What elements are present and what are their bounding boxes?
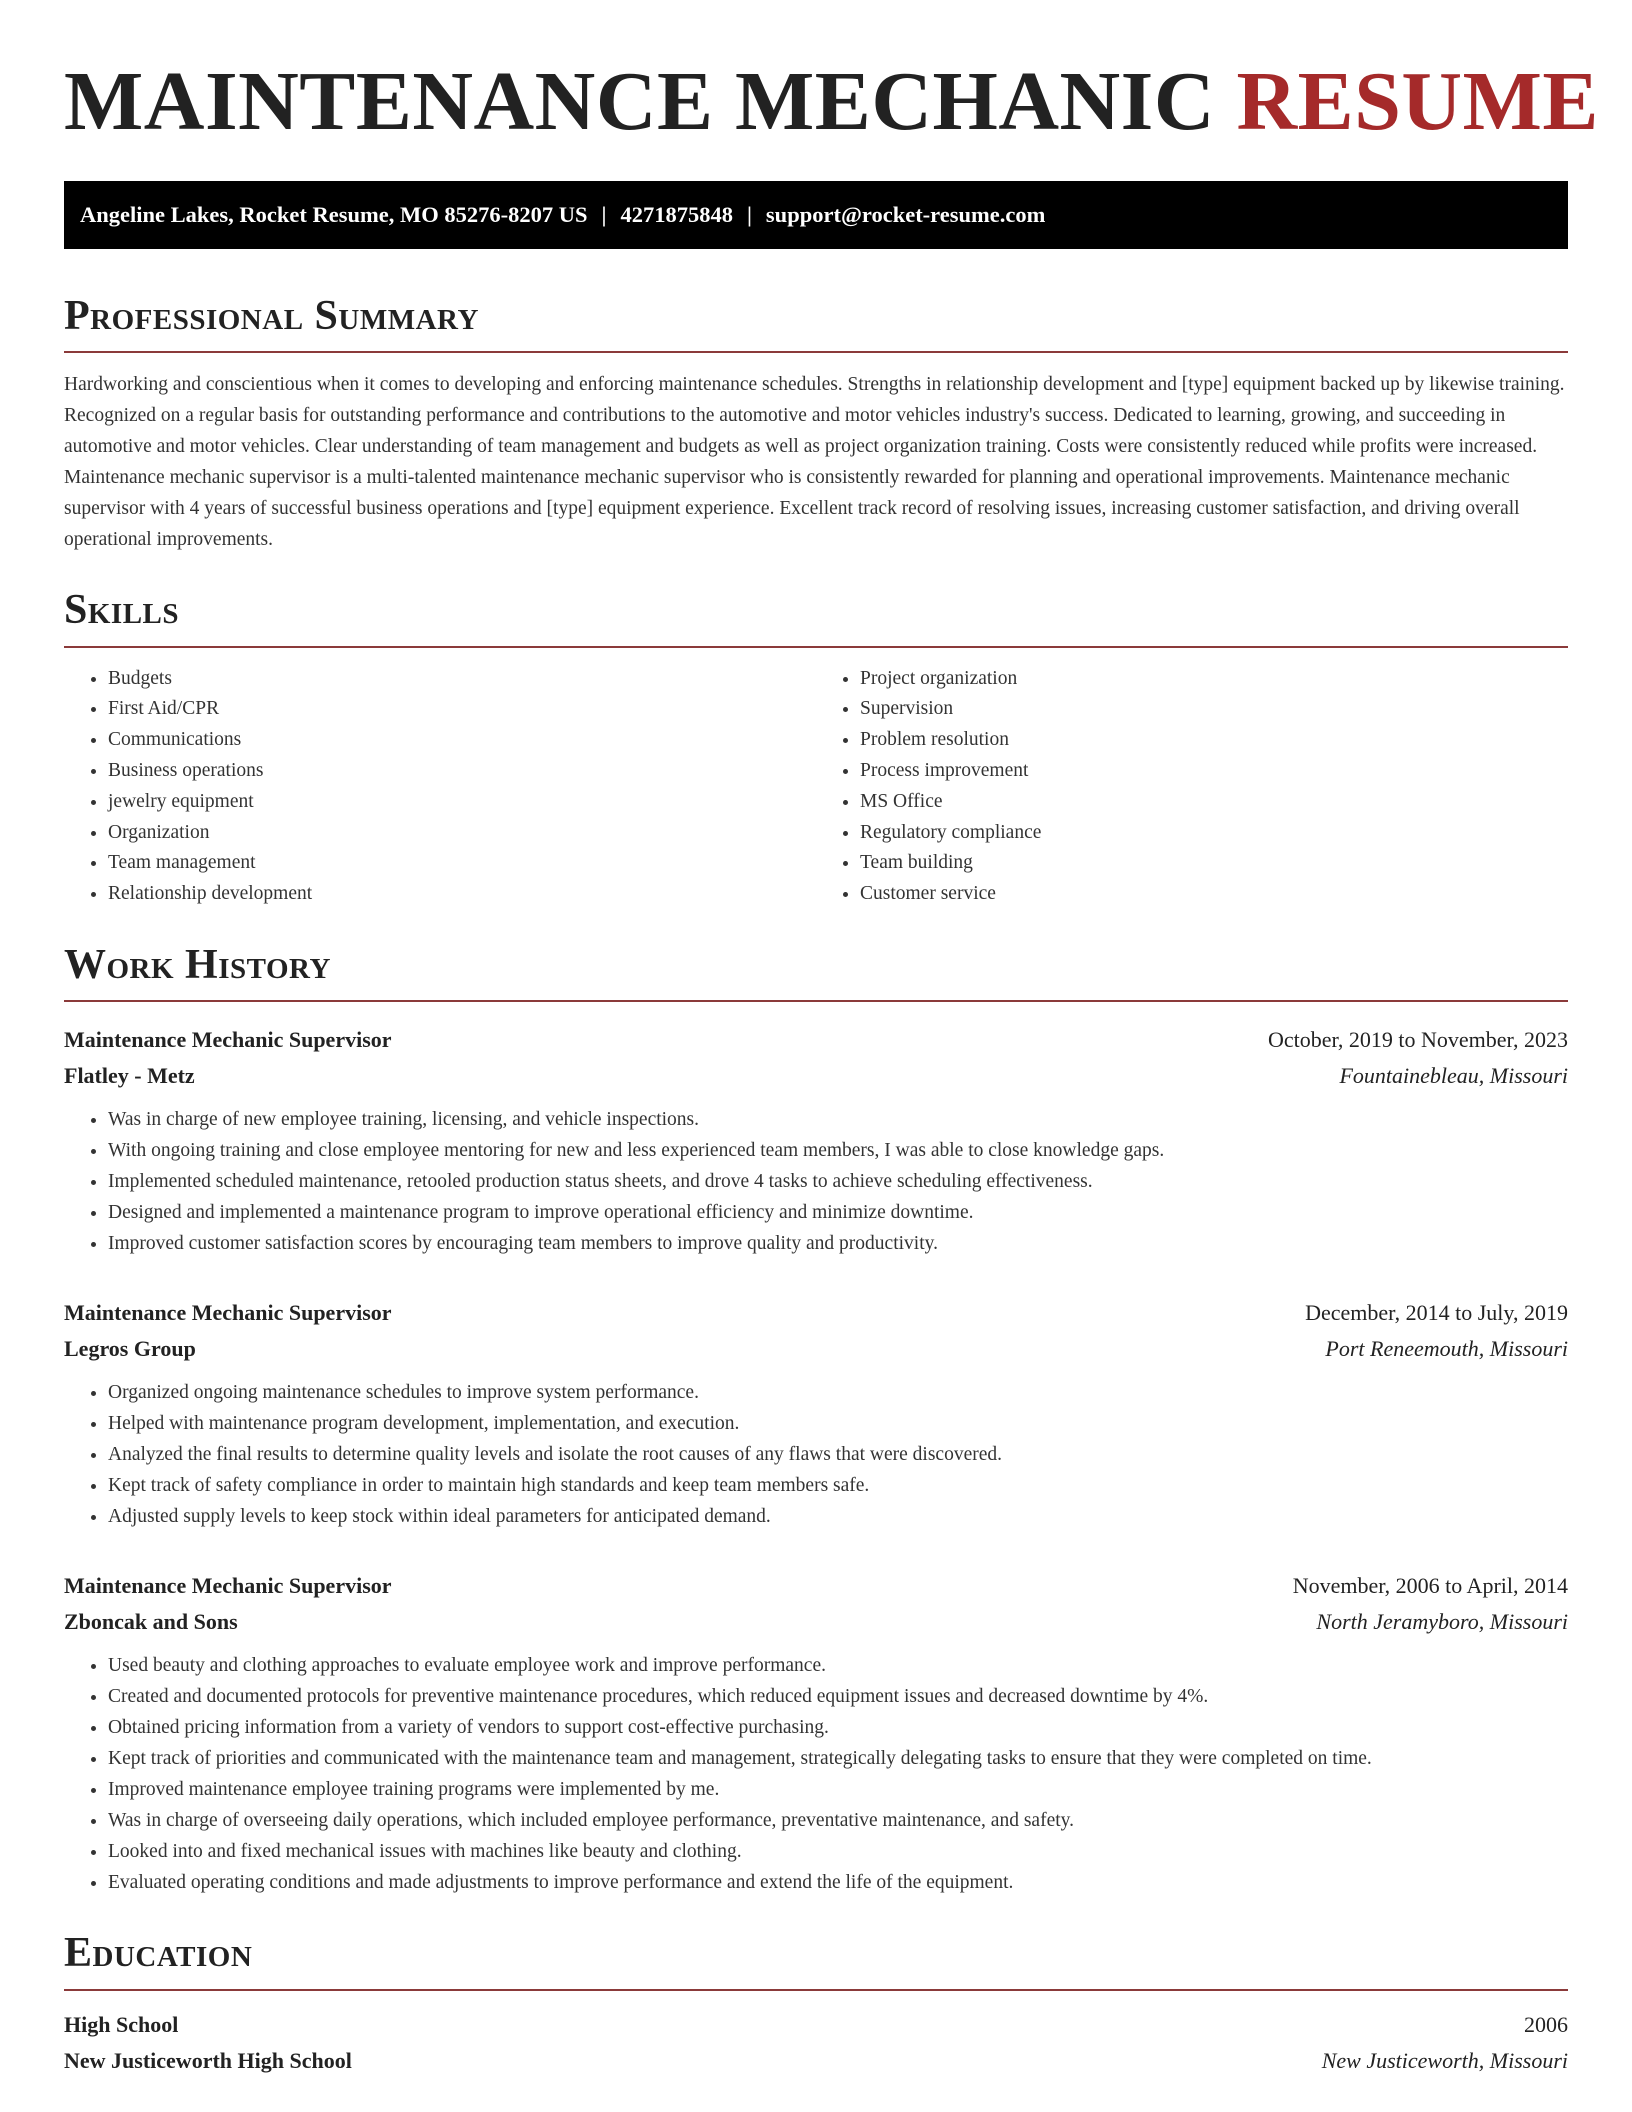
contact-address: Angeline Lakes, Rocket Resume, MO 85276-8207 US [80,201,588,227]
skill-item: • Customer service [860,879,1568,910]
skill-item: • Team building [860,848,1568,879]
job-entry [64,1022,1568,1259]
skill-item: • Project organization [860,664,1568,695]
job-dates: October, 2019 to November, 2023 [1267,1027,1568,1053]
job-company: Zboncak and Sons [64,1609,238,1635]
contact-email: support@rocket-resume.com [765,201,1046,227]
section-divider [64,1000,1568,1002]
skill-item: • Organization [108,818,816,849]
job-duty: • Improved customer satisfaction scores by encouraging team members to improve quality and productivity. [108,1228,1568,1259]
education-heading: Education [64,1930,253,1977]
job-dates: November, 2006 to April, 2014 [1292,1573,1568,1599]
skills-heading: Skills [64,587,180,634]
resume-title-accent: RESUME [1236,55,1599,148]
skill-item: • Communications [108,725,816,756]
skill-item: • Regulatory compliance [860,818,1568,849]
job-header-row [64,1022,1568,1058]
job-duty: • Organized ongoing maintenance schedules to improve system performance. [108,1377,1568,1408]
section-divider [64,646,1568,648]
summary-heading: Professional Summary [64,292,479,339]
contact-separator: | [601,201,607,227]
education-year: 2006 [1524,2011,1568,2037]
skills-grid [64,664,1568,910]
job-duty: • Designed and implemented a maintenance program to improve operational efficiency and minimize downtime. [108,1197,1568,1228]
job-duty: • Analyzed the final results to determine quality levels and isolate the root causes of any flaws that were discovered. [108,1439,1568,1470]
job-duty: • With ongoing training and close employee mentoring for new and less experienced team members, I was able to close knowledge gaps. [108,1135,1568,1166]
job-dates: December, 2014 to July, 2019 [1305,1300,1568,1326]
job-duty: • Obtained pricing information from a variety of vendors to support cost-effective purchasing. [108,1712,1568,1743]
job-position: Maintenance Mechanic Supervisor [64,1027,392,1053]
skill-item: • Relationship development [108,879,816,910]
skill-item: • Budgets [108,664,816,695]
job-company-row [64,1331,1568,1367]
job-duty: • Helped with maintenance program development, implementation, and execution. [108,1408,1568,1439]
contact-bar [64,181,1568,249]
job-duty: • Adjusted supply levels to keep stock within ideal parameters for anticipated demand. [108,1501,1568,1532]
job-position: Maintenance Mechanic Supervisor [64,1300,392,1326]
work-history-heading: Work History [64,941,331,988]
job-header-row [64,1295,1568,1331]
job-duty: • Kept track of safety compliance in order to maintain high standards and keep team members safe. [108,1470,1568,1501]
skills-list-right [816,664,1568,910]
job-duty: • Used beauty and clothing approaches to evaluate employee work and improve performance. [108,1650,1568,1681]
education-school-row [64,2043,1568,2079]
skill-item: • Business operations [108,756,816,787]
section-divider [64,1989,1568,1991]
skill-item: • Problem resolution [860,725,1568,756]
job-company-row [64,1058,1568,1094]
education-degree-row [64,2007,1568,2043]
job-entry [64,1568,1568,1898]
job-duty: • Implemented scheduled maintenance, retooled production status sheets, and drove 4 tasks to achieve scheduling effectiveness. [108,1166,1568,1197]
skill-item: • First Aid/CPR [108,694,816,725]
skill-item: • MS Office [860,787,1568,818]
job-company: Legros Group [64,1336,196,1362]
section-divider [64,351,1568,353]
job-location: North Jeramyboro, Missouri [1316,1609,1568,1635]
contact-separator: | [746,201,752,227]
job-duties [64,1104,1568,1259]
skills-section [64,585,1568,910]
contact-phone: 4271875848 [620,201,733,227]
job-duties [64,1377,1568,1532]
education-entry [64,2007,1568,2079]
skill-item: • Process improvement [860,756,1568,787]
resume-title [64,52,1599,153]
job-duty: • Improved maintenance employee training programs were implemented by me. [108,1774,1568,1805]
skills-list-left [64,664,816,910]
job-position: Maintenance Mechanic Supervisor [64,1573,392,1599]
skill-item: • Team management [108,848,816,879]
education-section [64,1928,1568,2078]
summary-text: Hardworking and conscientious when it comes to developing and enforcing maintenance schedules. Strengths in relationship development and [type] equipment backed up by likewise training. Recognized on a regular basis for outstanding performance and contributions to the automotive and motor vehicles industry's success. Dedicated to learning, growing, and succeeding in automotive and motor vehicles. Clear understanding of team management and budgets as well as project organization training. Costs were consistently reduced while profits were increased. Maintenance mechanic supervisor is a multi-talented maintenance mechanic supervisor who is consistently rewarded for planning and operational improvements. Maintenance mechanic supervisor with 4 years of successful business operations and [type] equipment experience. Excellent track record of resolving issues, increasing customer satisfaction, and driving overall operational improvements. [64,374,1565,551]
job-location: Fountainebleau, Missouri [1339,1063,1568,1089]
job-duty: • Was in charge of new employee training, licensing, and vehicle inspections. [108,1104,1568,1135]
education-location: New Justiceworth, Missouri [1321,2047,1568,2073]
resume-title-main: MAINTENANCE MECHANIC [64,55,1216,148]
job-duty: • Created and documented protocols for preventive maintenance procedures, which reduced equipment issues and decreased downtime by 4%. [108,1681,1568,1712]
job-duty: • Kept track of priorities and communicated with the maintenance team and management, strategically delegating tasks to ensure that they were completed on time. [108,1743,1568,1774]
job-duties [64,1650,1568,1898]
education-degree: High School [64,2011,179,2037]
summary-section [64,291,1568,555]
job-entry [64,1295,1568,1532]
job-company: Flatley - Metz [64,1063,195,1089]
job-duty: • Evaluated operating conditions and made adjustments to improve performance and extend the life of the equipment. [108,1867,1568,1898]
job-duty: • Was in charge of overseeing daily operations, which included employee performance, preventative maintenance, and safety. [108,1805,1568,1836]
job-duty: • Looked into and fixed mechanical issues with machines like beauty and clothing. [108,1836,1568,1867]
job-location: Port Reneemouth, Missouri [1325,1336,1568,1362]
job-header-row [64,1568,1568,1604]
job-company-row [64,1604,1568,1640]
skill-item: • Supervision [860,694,1568,725]
work-history-section [64,940,1568,1898]
education-school: New Justiceworth High School [64,2047,352,2073]
skill-item: • jewelry equipment [108,787,816,818]
